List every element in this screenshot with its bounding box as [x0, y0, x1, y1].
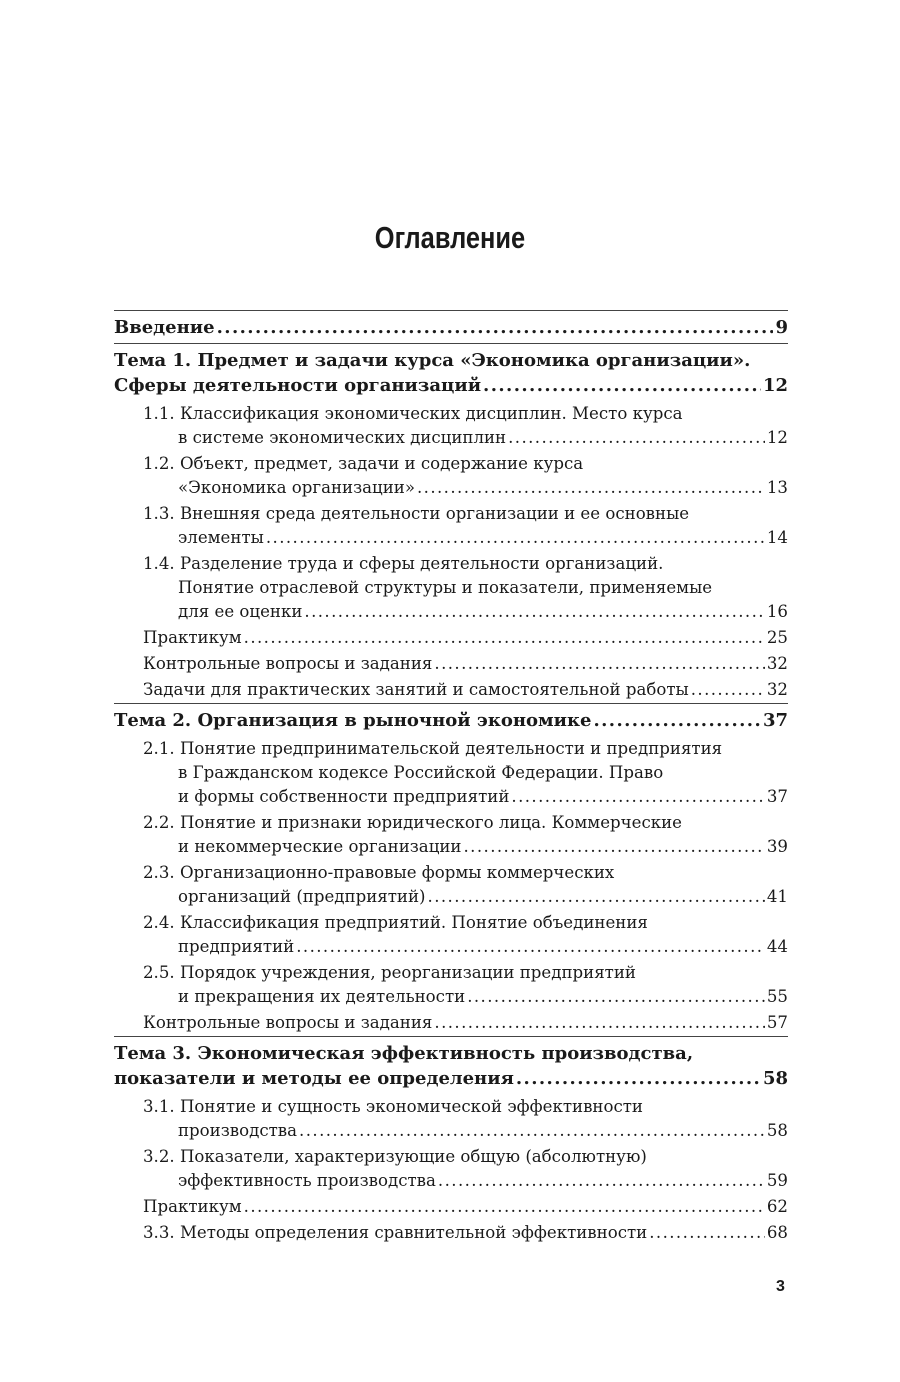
toc-topic-3-page: 58 — [762, 1068, 788, 1089]
toc-item-text: Практикум — [143, 1197, 242, 1216]
toc-topic-1-heading[interactable] — [114, 344, 788, 401]
toc-topic-2-heading[interactable] — [114, 704, 788, 736]
toc-item-page: 16 — [766, 602, 788, 621]
toc-item-1-2[interactable] — [143, 451, 788, 501]
dot-leader — [296, 935, 765, 959]
toc-item-text: Контрольные вопросы и задания — [143, 654, 433, 673]
toc-item-page: 68 — [766, 1223, 788, 1242]
toc-item-2-1[interactable] — [143, 736, 788, 810]
toc-topic-1-line2: Сферы деятельности организаций — [114, 375, 482, 396]
toc-item-page: 39 — [766, 837, 788, 856]
toc-item-text: 1.3. Внешняя среда деятельности организации и ее основные — [143, 504, 690, 523]
dot-leader — [244, 626, 765, 650]
dot-leader — [508, 426, 765, 450]
toc-item-text: элементы — [178, 528, 264, 547]
toc-item-page: 32 — [766, 654, 788, 673]
dot-leader — [467, 985, 765, 1009]
toc-item-text: 1.1. Классификация экономических дисциплин. Место курса — [143, 404, 683, 423]
toc-topic-3-line1: Тема 3. Экономическая эффективность производства, — [114, 1043, 694, 1064]
toc-item-text: 1.4. Разделение труда и сферы деятельности организаций. — [143, 554, 664, 573]
toc-topic-1-page: 12 — [762, 375, 788, 396]
toc-item-text: 3.3. Методы определения сравнительной эффективности — [143, 1223, 648, 1242]
toc-item-text: 2.4. Классификация предприятий. Понятие объединения — [143, 913, 648, 932]
toc-intro[interactable] — [114, 310, 788, 344]
dot-leader — [691, 678, 765, 702]
toc-item-3-2[interactable] — [143, 1144, 788, 1194]
toc-item-page: 41 — [766, 887, 788, 906]
toc-item-practicum-3[interactable] — [143, 1194, 788, 1220]
dot-leader — [438, 1169, 765, 1193]
toc-item-page: 55 — [766, 987, 788, 1006]
toc-item-text: 2.2. Понятие и признаки юридического лица. Коммерческие — [143, 813, 682, 832]
page-number: 3 — [776, 1278, 785, 1295]
toc-item-page: 12 — [766, 428, 788, 447]
toc-item-1-4[interactable] — [143, 551, 788, 625]
toc-item-tasks-1[interactable] — [143, 677, 788, 703]
toc-item-text: Задачи для практических занятий и самостоятельной работы — [143, 680, 689, 699]
dot-leader — [304, 600, 764, 624]
toc-item-page: 59 — [766, 1171, 788, 1190]
toc-item-text: эффективность производства — [178, 1171, 436, 1190]
dot-leader — [244, 1195, 765, 1219]
toc-item-page: 25 — [766, 628, 788, 647]
toc-item-text: производства — [178, 1121, 298, 1140]
dot-leader — [428, 885, 765, 909]
toc-item-1-1[interactable] — [143, 401, 788, 451]
toc-topic-3-heading[interactable] — [114, 1037, 788, 1094]
dot-leader — [434, 652, 764, 676]
dot-leader — [266, 526, 765, 550]
toc-item-text: 2.1. Понятие предпринимательской деятельности и предприятия — [143, 739, 723, 758]
toc-topic-2-line1: Тема 2. Организация в рыночной экономике — [114, 710, 592, 731]
toc-item-page: 62 — [766, 1197, 788, 1216]
toc-item-text: и некоммерческие организации — [178, 837, 462, 856]
dot-leader — [217, 315, 774, 340]
toc-item-3-1[interactable] — [143, 1094, 788, 1144]
toc-topic-3 — [114, 1037, 788, 1246]
toc-item-page: 32 — [766, 680, 788, 699]
toc-item-text: Практикум — [143, 628, 242, 647]
toc-topic-1-line1: Тема 1. Предмет и задачи курса «Экономика организации». — [114, 350, 751, 371]
dot-leader — [516, 1066, 761, 1091]
toc-item-text: в Гражданском кодексе Российской Федерации. Право — [178, 763, 664, 782]
dot-leader — [417, 476, 765, 500]
toc-topic-1 — [114, 344, 788, 704]
toc-item-text: для ее оценки — [178, 602, 303, 621]
toc-item-text: и прекращения их деятельности — [178, 987, 466, 1006]
toc-item-text: в системе экономических дисциплин — [178, 428, 507, 447]
toc-topic-3-line2: показатели и методы ее определения — [114, 1068, 514, 1089]
toc-item-text: 1.2. Объект, предмет, задачи и содержание курса — [143, 454, 584, 473]
toc-item-3-3[interactable] — [143, 1220, 788, 1246]
toc-item-text: «Экономика организации» — [178, 478, 415, 497]
toc-item-text: организаций (предприятий) — [178, 887, 426, 906]
table-of-contents — [114, 310, 788, 1246]
toc-item-text: 3.2. Показатели, характеризующие общую (абсолютную) — [143, 1147, 647, 1166]
toc-item-1-3[interactable] — [143, 501, 788, 551]
toc-item-2-3[interactable] — [143, 860, 788, 910]
toc-item-text: 2.5. Порядок учреждения, реорганизации предприятий — [143, 963, 636, 982]
toc-item-practicum-1[interactable] — [143, 625, 788, 651]
toc-topic-2-page: 37 — [762, 710, 788, 731]
toc-item-page: 13 — [766, 478, 788, 497]
toc-item-page: 58 — [766, 1121, 788, 1140]
dot-leader — [299, 1119, 765, 1143]
toc-item-page: 14 — [766, 528, 788, 547]
toc-item-text: и формы собственности предприятий — [178, 787, 510, 806]
toc-item-page: 44 — [766, 937, 788, 956]
toc-item-text: 2.3. Организационно-правовые формы коммерческих — [143, 863, 615, 882]
toc-item-text: предприятий — [178, 937, 295, 956]
dot-leader — [464, 835, 765, 859]
toc-item-page: 37 — [766, 787, 788, 806]
toc-intro-label: Введение — [114, 317, 215, 338]
toc-intro-page: 9 — [775, 317, 788, 338]
toc-item-questions-2[interactable] — [143, 1010, 788, 1036]
toc-item-text: Понятие отраслевой структуры и показатели, применяемые — [178, 578, 713, 597]
toc-item-text: 3.1. Понятие и сущность экономической эффективности — [143, 1097, 643, 1116]
dot-leader — [434, 1011, 764, 1035]
toc-item-2-2[interactable] — [143, 810, 788, 860]
toc-item-2-4[interactable] — [143, 910, 788, 960]
dot-leader — [649, 1221, 765, 1245]
dot-leader — [483, 373, 761, 398]
dot-leader — [593, 708, 760, 733]
toc-item-questions-1[interactable] — [143, 651, 788, 677]
page-title: Оглавление — [374, 220, 526, 255]
toc-item-page: 57 — [766, 1013, 788, 1032]
toc-item-text: Контрольные вопросы и задания — [143, 1013, 433, 1032]
toc-topic-2 — [114, 704, 788, 1037]
dot-leader — [511, 785, 764, 809]
toc-item-2-5[interactable] — [143, 960, 788, 1010]
